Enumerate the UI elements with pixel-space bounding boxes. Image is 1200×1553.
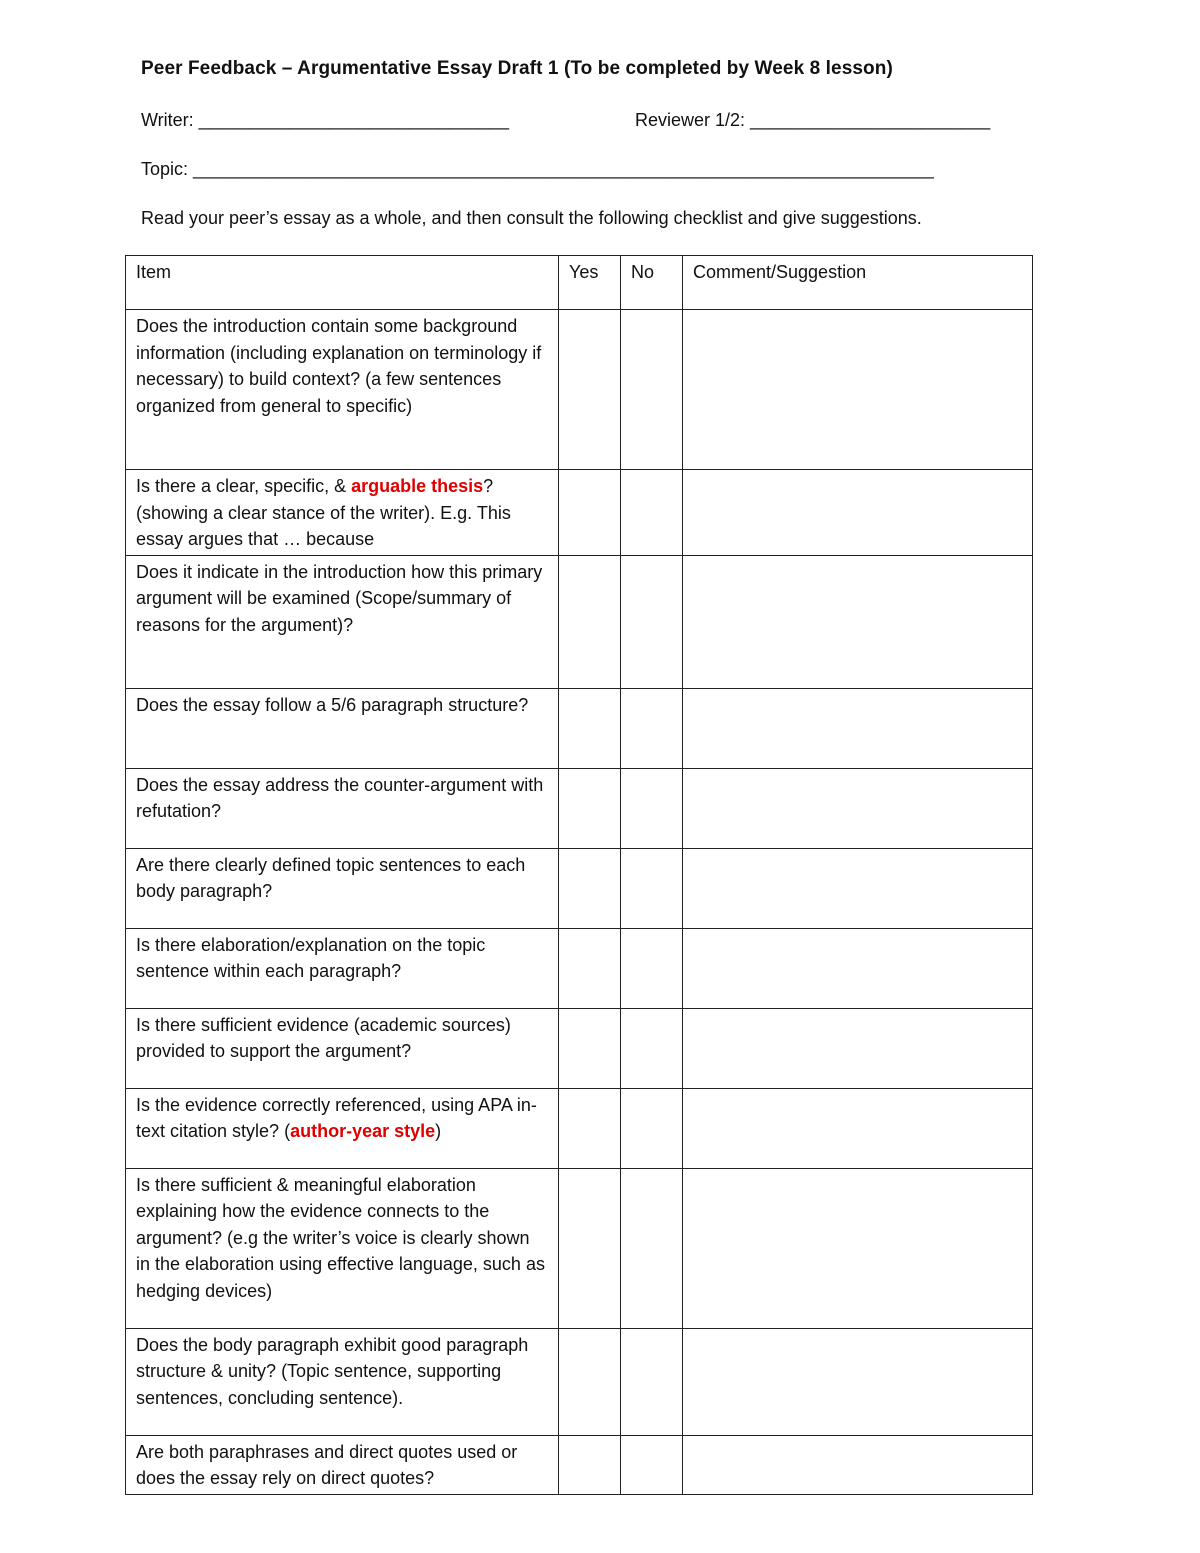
no-cell[interactable] [621,688,683,768]
header-yes: Yes [559,256,621,310]
comment-cell[interactable] [683,1435,1033,1494]
comment-cell[interactable] [683,470,1033,556]
no-cell[interactable] [621,555,683,688]
no-cell[interactable] [621,848,683,928]
item-cell: Does the essay address the counter-argument with refutation? [126,768,559,848]
reviewer-field-line: Reviewer 1/2: ________________________ [635,110,991,130]
no-cell[interactable] [621,1435,683,1494]
header-comment: Comment/Suggestion [683,256,1033,310]
item-text-start: Is there a clear, specific, & [136,476,352,496]
table-row [126,1435,1033,1494]
table-header-row [126,256,1033,310]
yes-cell[interactable] [559,1008,621,1088]
header-item: Item [126,256,559,310]
item-text-end: ? (showing a clear stance of the writer). E.g. This essay argues that … because [136,476,511,549]
comment-cell[interactable] [683,1088,1033,1168]
item-cell [126,470,559,556]
item-text-start: Is the evidence correctly referenced, using APA in-text citation style? ( [136,1094,537,1141]
item-cell: Does the essay follow a 5/6 paragraph structure? [126,688,559,768]
header-no: No [621,256,683,310]
item-cell: Are both paraphrases and direct quotes used or does the essay rely on direct quotes? [126,1435,559,1494]
table-row [126,928,1033,1008]
yes-cell[interactable] [559,310,621,470]
no-cell[interactable] [621,928,683,1008]
no-cell[interactable] [621,470,683,556]
comment-cell[interactable] [683,1328,1033,1435]
no-cell[interactable] [621,310,683,470]
item-cell: Are there clearly defined topic sentences to each body paragraph? [126,848,559,928]
table-row [126,1328,1033,1435]
comment-cell[interactable] [683,1008,1033,1088]
yes-cell[interactable] [559,1168,621,1328]
yes-cell[interactable] [559,470,621,556]
no-cell[interactable] [621,1008,683,1088]
table-row [126,1008,1033,1088]
topic-field-line: Topic: __________________________________________________________________________ [141,159,934,179]
comment-cell[interactable] [683,688,1033,768]
item-text-emphasis: arguable thesis [351,476,484,496]
item-cell: Is there elaboration/explanation on the topic sentence within each paragraph? [126,928,559,1008]
table-row [126,555,1033,688]
table-row [126,1168,1033,1328]
item-text-end: ) [435,1121,442,1141]
item-cell: Is there sufficient & meaningful elaboration explaining how the evidence connects to the argument? (e.g the writer’s voice is clearly shown in the elaboration using effective language, such as hedging devices) [126,1168,559,1328]
writer-field-line: Writer: _______________________________ [141,110,509,130]
no-cell[interactable] [621,1328,683,1435]
item-cell: Is there sufficient evidence (academic sources) provided to support the argument? [126,1008,559,1088]
yes-cell[interactable] [559,768,621,848]
yes-cell[interactable] [559,848,621,928]
table-row [126,1088,1033,1168]
no-cell[interactable] [621,768,683,848]
item-cell: Does the body paragraph exhibit good paragraph structure & unity? (Topic sentence, supporting sentences, concluding sentence). [126,1328,559,1435]
comment-cell[interactable] [683,768,1033,848]
no-cell[interactable] [621,1168,683,1328]
yes-cell[interactable] [559,928,621,1008]
yes-cell[interactable] [559,1088,621,1168]
table-row [126,848,1033,928]
comment-cell[interactable] [683,848,1033,928]
yes-cell[interactable] [559,1435,621,1494]
instructions-text: Read your peer’s essay as a whole, and then consult the following checklist and give suggestions. [141,208,922,228]
table-row [126,310,1033,470]
yes-cell[interactable] [559,555,621,688]
table-row [126,470,1033,556]
no-cell[interactable] [621,1088,683,1168]
item-cell [126,1088,559,1168]
table-row [126,688,1033,768]
item-text-emphasis: author-year style [290,1121,436,1141]
yes-cell[interactable] [559,688,621,768]
checklist-table [125,255,1033,1495]
comment-cell[interactable] [683,555,1033,688]
item-cell: Does the introduction contain some background information (including explanation on terminology if necessary) to build context? (a few sentences organized from general to specific) [126,310,559,470]
table-row [126,768,1033,848]
yes-cell[interactable] [559,1328,621,1435]
page-title: Peer Feedback – Argumentative Essay Draft 1 (To be completed by Week 8 lesson) [141,58,893,79]
comment-cell[interactable] [683,928,1033,1008]
comment-cell[interactable] [683,1168,1033,1328]
comment-cell[interactable] [683,310,1033,470]
item-cell: Does it indicate in the introduction how this primary argument will be examined (Scope/summary of reasons for the argument)? [126,555,559,688]
